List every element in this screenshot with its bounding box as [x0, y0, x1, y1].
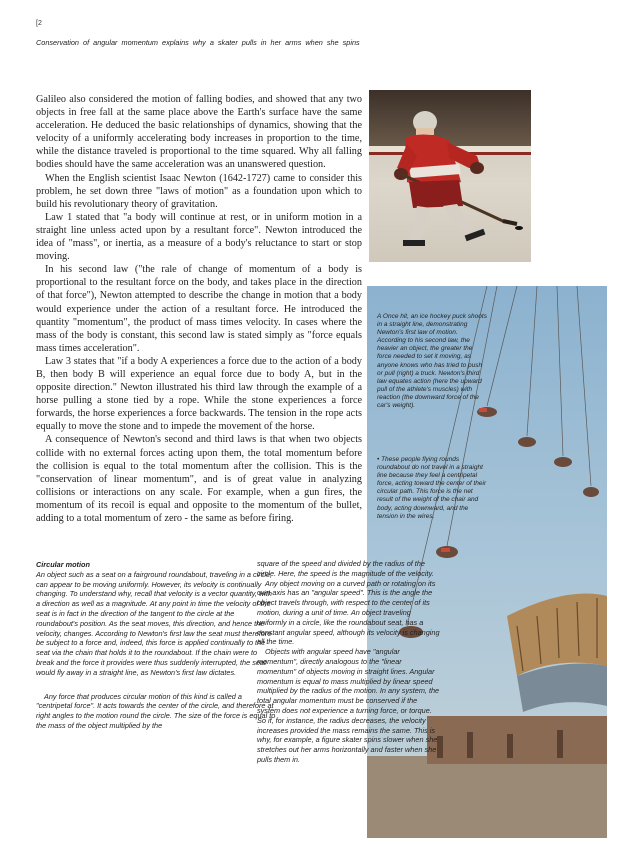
box-heading: Circular motion [36, 560, 90, 569]
page-caption: Conservation of angular momentum explains why a skater pulls in her arms when she spins [36, 38, 360, 47]
box-paragraph: Any object moving on a curved path or rotating on its own axis has an "angular speed". This is the angle the object travels through, with respect to the center of its motion, during a unit of time. An object traveling uniformly in a circle, like the roundabout seat, has a constant angular speed, although its velocity is changing all the time. [257, 578, 440, 647]
box-paragraph: square of the speed and divided by the radius of the circle. Here, the speed is the magnitude of the velocity. [257, 559, 434, 578]
main-article [36, 93, 362, 525]
hockey-caption: A Once hit, an ice hockey puck shoots in a straight line, demonstrating Newton's first law of motion. According to his second law, the heavier an object, the greater the force needed to set it moving, as anyone knows who has tried to push or pull (right) a truck. Newton's third law equates action (here the upward pull of the athlete's muscles) with reaction (the downward force of the car's weight). [377, 313, 487, 410]
paragraph: Law 3 states that "if a body A experiences a force due to the action of a body B, then body B will experience an equal force due to body A, but in the opposite direction." Newton illustrated his third law through the example of a horse pulling a stone tied by a rope. While the stone experiences a force forwards, the horse experiences a force backwards. The tension in the rope acts equally to move the stone and to impede the movement of the horse. [36, 355, 362, 433]
page-number: [2 [36, 20, 42, 27]
paragraph: In his second law ("the rale of change of momentum of a body is proportional to the resultant force on the body, and takes place in the direction of that force"), Newton attempted to describe the change in motion that a body would experience under the action of a resultant force. He introduced the quantity "momentum", the product of mass times velocity. In cases where the mass of the body is constant, this second law is stated simply as "force equals mass times acceleration". [36, 264, 362, 354]
paragraph: Galileo also considered the motion of falling bodies, and showed that any two objects in free fall at the same place above the Earth's surface have the same acceleration. He deduced the basic relationships of dynamics, showing that the velocity of a uniformly accelerating body increases in proportion to the time, while the distance traveled is proportional to the time squared. Why all falling bodies should have the same acceleration was an unanswered question. [36, 94, 362, 171]
box-paragraph: An object such as a seat on a fairground roundabout, traveling in a circle, can appear to be moving uniformly. However, its velocity is continually changing. To understand why, recall that velocity is a vector quantity, with a direction as well as a magnitude. At any point in time the velocity of the seat is in fact in the direction of the tangent to the circle at the roundabout's position. As the seat moves, this direction, and hence the velocity, changes. According to Newton's first law the seat must therefore be subject to a force and, indeed, this force is applied continually to the seat via the chain that holds it to the roundabout. If the chain were to break and the force it provides were thus suddenly interrupted, the seat would fly away in a straight line, as Newton's first law dictates. [36, 569, 273, 677]
circular-motion-box-left [36, 560, 276, 731]
paragraph: A consequence of Newton's second and third laws is that when two objects collide with no external forces acting upon them, the total momentum before the collision is equal to the total momentum after the collision. This is the "conservation of linear momentum", and is of great value in analyzing collisions or interactions on any scale. For example, when a gun fires, the momentum of its recoil is equal and opposite to the momentum of the bullet, adding to a total momentum of zero - the same as before firing. [36, 434, 362, 524]
box-paragraph: Objects with angular speed have "angular momentum", directly analogous to the "linear momentum" of objects moving in straight lines. Angular momentum is equal to mass multiplied by linear speed multiplied by the radius of the motion. In any system, the total angular momentum must be conserved if the system does not experience a turning force, or torque. So if, for instance, the radius decreases, the velocity increases provided the mass remains the same. This is why, for example, a figure skater spins slower when she stretches out her arms horizontally and faster when she pulls them in. [257, 647, 440, 764]
box-paragraph: Any force that produces circular motion of this kind is called a "centripetal force". It acts towards the center of the circle, and therefore at right angles to the motion round the circle. The size of the force is equal to the mass of the object multiplied by the [36, 691, 276, 730]
hockey-player-photo [369, 90, 531, 262]
ride-caption: • These people flying rounds roundabout do not travel in a straight line because they feel a centripetal force, acting toward the center of their circular path. This force is the net result of the weight of the chair and body, acting downward, and the tension in the wires. [377, 456, 487, 520]
paragraph: When the English scientist Isaac Newton (1642-1727) came to consider this problem, he set down three "laws of motion" as a foundation upon which to build his revolutionary theory of gravitation. [36, 172, 362, 210]
paragraph: Law 1 stated that "a body will continue at rest, or in uniform motion in a straight line unless acted upon by a resultant force". Newton introduced the idea of "mass", or inertia, as a measure of a body's reluctance to start or stop moving. [36, 211, 362, 263]
circular-motion-box-right [257, 559, 441, 765]
